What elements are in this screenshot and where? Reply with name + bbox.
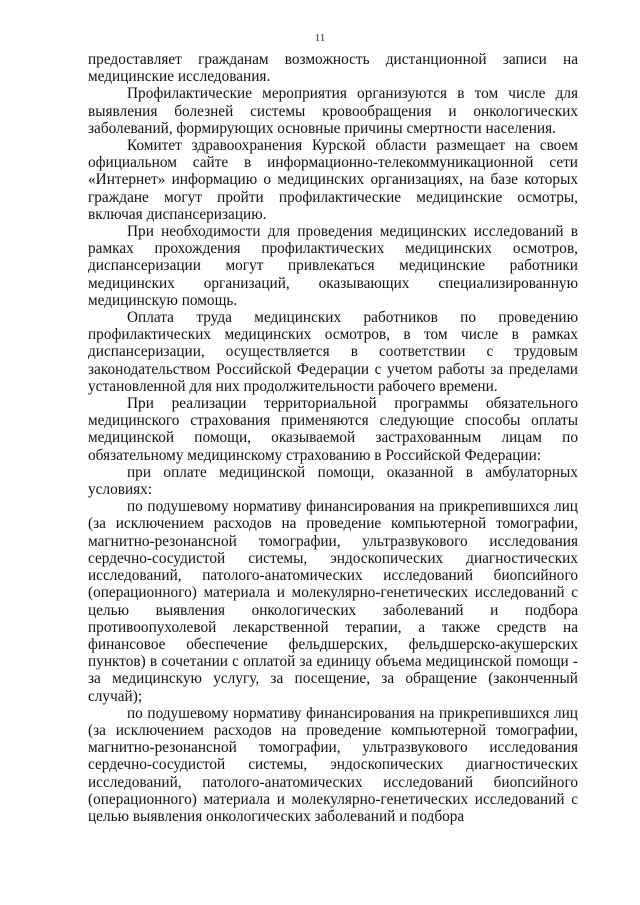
- document-body: [88, 51, 578, 825]
- paragraph: при оплате медицинской помощи, оказанной в амбулаторных условиях:: [88, 463, 578, 499]
- paragraph: предоставляет гражданам возможность дистанционной записи на медицинские исследования.: [88, 51, 578, 86]
- paragraph: по подушевому нормативу финансирования на прикрепившихся лиц (за исключением расходов на проведение компьютерной томографии, магнитно-резонансной томографии, ультразвукового исследования сердечно-сосудистой системы, эндоскопических диагностических исследований, патолого-анатомических исследований биопсийного (операционного) материала и молекулярно-генетических исследований с целью выявления онкологических заболеваний и подбора противоопухолевой лекарственной терапии, а также средств на финансовое обеспечение фельдшерских, фельдшерско-акушерских пунктов) в сочетании с оплатой за единицу объема медицинской помощи - за медицинскую услугу, за посещение, за обращение (законченный случай);: [88, 498, 578, 705]
- paragraph: Оплата труда медицинских работников по проведению профилактических медицинских осмотров, в том числе в рамках диспансеризации, осуществляется в соответствии с трудовым законодательством Российской Федерации с учетом работы за пределами установленной для них продолжительности рабочего времени.: [88, 309, 578, 395]
- paragraph: Профилактические мероприятия организуются в том числе для выявления болезней системы кровообращения и онкологических заболеваний, формирующих основные причины смертности населения.: [88, 85, 578, 137]
- paragraph: При реализации территориальной программы обязательного медицинского страхования применяются следующие способы оплаты медицинской помощи, оказываемой застрахованным лицам по обязательному медицинскому страхованию в Российской Федерации:: [88, 395, 578, 464]
- paragraph: При необходимости для проведения медицинских исследований в рамках прохождения профилактических медицинских осмотров, диспансеризации могут привлекаться медицинские работники медицинских организаций, оказывающих специализированную медицинскую помощь.: [88, 223, 578, 309]
- paragraph: Комитет здравоохранения Курской области размещает на своем официальном сайте в информационно-телекоммуникационной сети «Интернет» информацию о медицинских организациях, на базе которых граждане могут пройти профилактические медицинские осмотры, включая диспансеризацию.: [88, 137, 578, 223]
- page-number: 11: [314, 32, 326, 44]
- paragraph: по подушевому нормативу финансирования на прикрепившихся лиц (за исключением расходов на проведение компьютерной томографии, магнитно-резонансной томографии, ультразвукового исследования сердечно-сосудистой системы, эндоскопических диагностических исследований, патолого-анатомических исследований биопсийного (операционного) материала и молекулярно-генетических исследований с целью выявления онкологических заболеваний и подбора: [88, 704, 578, 825]
